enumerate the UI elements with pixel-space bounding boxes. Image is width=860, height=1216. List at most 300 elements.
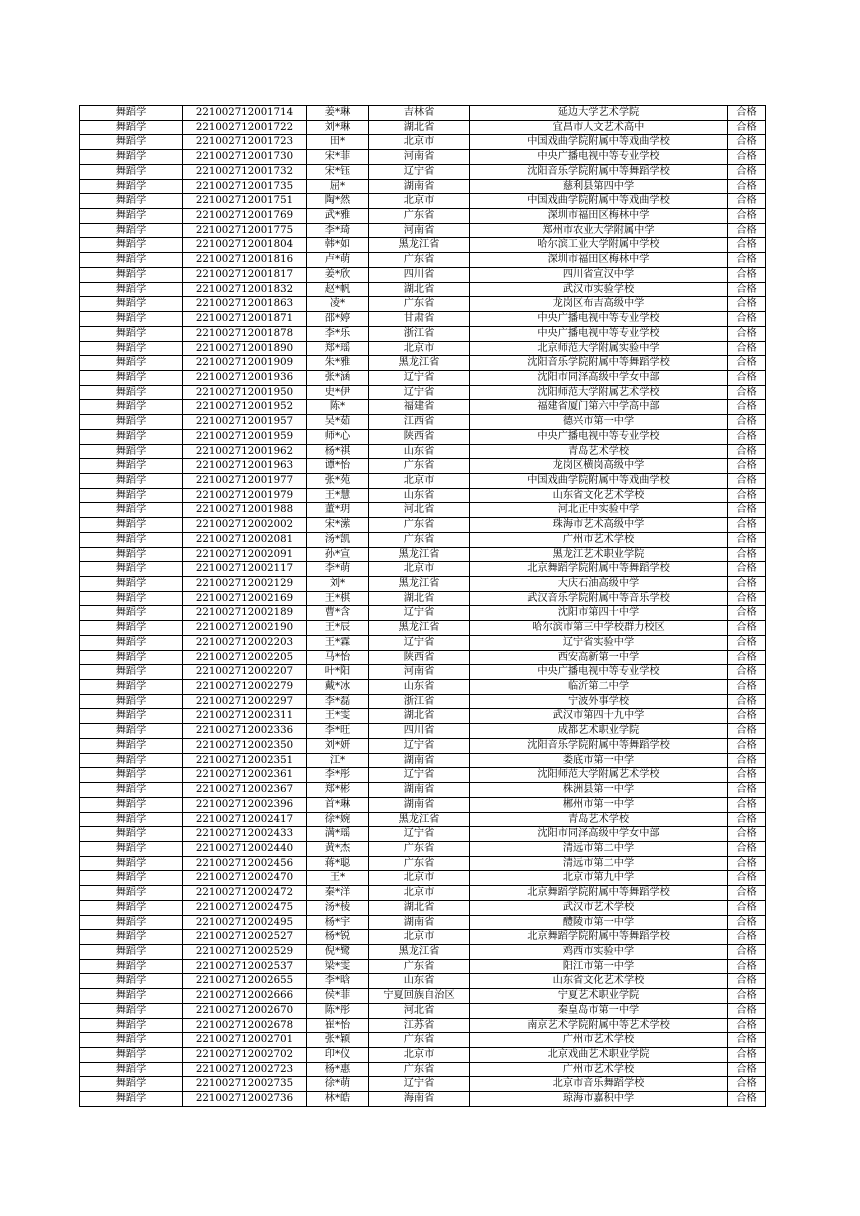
exam-id-cell: 221002712001863 bbox=[183, 297, 307, 312]
province-cell: 辽宁省 bbox=[369, 738, 470, 753]
result-cell: 合格 bbox=[728, 194, 766, 209]
school-cell: 中央广播电视中等专业学校 bbox=[470, 429, 728, 444]
result-cell: 合格 bbox=[728, 400, 766, 415]
result-cell: 合格 bbox=[728, 297, 766, 312]
table-row bbox=[80, 503, 766, 518]
major-cell: 舞蹈学 bbox=[80, 915, 183, 930]
province-cell: 湖南省 bbox=[369, 753, 470, 768]
table-row bbox=[80, 709, 766, 724]
student-name-cell: 刘* bbox=[307, 577, 369, 592]
result-cell: 合格 bbox=[728, 650, 766, 665]
table-row bbox=[80, 989, 766, 1004]
table-row bbox=[80, 415, 766, 430]
result-cell: 合格 bbox=[728, 1033, 766, 1048]
province-cell: 广东省 bbox=[369, 856, 470, 871]
school-cell: 沈阳师范大学附属艺术学校 bbox=[470, 768, 728, 783]
major-cell: 舞蹈学 bbox=[80, 1003, 183, 1018]
school-cell: 武汉市实验学校 bbox=[470, 282, 728, 297]
exam-id-cell: 221002712001735 bbox=[183, 179, 307, 194]
school-cell: 哈尔滨工业大学附属中学校 bbox=[470, 238, 728, 253]
major-cell: 舞蹈学 bbox=[80, 282, 183, 297]
province-cell: 黑龙江省 bbox=[369, 944, 470, 959]
result-cell: 合格 bbox=[728, 312, 766, 327]
result-cell: 合格 bbox=[728, 503, 766, 518]
province-cell: 辽宁省 bbox=[369, 606, 470, 621]
student-name-cell: 王*霖 bbox=[307, 635, 369, 650]
student-name-cell: 王*雯 bbox=[307, 709, 369, 724]
school-cell: 龙岗区布吉高级中学 bbox=[470, 297, 728, 312]
province-cell: 河南省 bbox=[369, 665, 470, 680]
table-row bbox=[80, 1048, 766, 1063]
school-cell: 南京艺术学院附属中等艺术学校 bbox=[470, 1018, 728, 1033]
school-cell: 北京师范大学附属实验中学 bbox=[470, 341, 728, 356]
exam-id-cell: 221002712002433 bbox=[183, 827, 307, 842]
province-cell: 湖北省 bbox=[369, 709, 470, 724]
major-cell: 舞蹈学 bbox=[80, 900, 183, 915]
major-cell: 舞蹈学 bbox=[80, 503, 183, 518]
major-cell: 舞蹈学 bbox=[80, 827, 183, 842]
result-cell: 合格 bbox=[728, 871, 766, 886]
table-row bbox=[80, 473, 766, 488]
province-cell: 北京市 bbox=[369, 562, 470, 577]
student-name-cell: 田* bbox=[307, 135, 369, 150]
major-cell: 舞蹈学 bbox=[80, 547, 183, 562]
exam-id-cell: 221002712002723 bbox=[183, 1062, 307, 1077]
school-cell: 中国戏曲学院附属中等戏曲学校 bbox=[470, 135, 728, 150]
exam-id-cell: 221002712001962 bbox=[183, 444, 307, 459]
table-row bbox=[80, 635, 766, 650]
student-name-cell: 杨*宇 bbox=[307, 915, 369, 930]
table-row bbox=[80, 1092, 766, 1107]
province-cell: 辽宁省 bbox=[369, 385, 470, 400]
province-cell: 广东省 bbox=[369, 841, 470, 856]
major-cell: 舞蹈学 bbox=[80, 1062, 183, 1077]
exam-id-cell: 221002712002207 bbox=[183, 665, 307, 680]
major-cell: 舞蹈学 bbox=[80, 783, 183, 798]
table-row bbox=[80, 812, 766, 827]
major-cell: 舞蹈学 bbox=[80, 1018, 183, 1033]
province-cell: 河南省 bbox=[369, 223, 470, 238]
school-cell: 北京戏曲艺术职业学院 bbox=[470, 1048, 728, 1063]
table-row bbox=[80, 164, 766, 179]
table-row bbox=[80, 179, 766, 194]
school-cell: 广州市艺术学校 bbox=[470, 1033, 728, 1048]
major-cell: 舞蹈学 bbox=[80, 738, 183, 753]
exam-id-cell: 221002712001817 bbox=[183, 267, 307, 282]
province-cell: 海南省 bbox=[369, 1092, 470, 1107]
table-row bbox=[80, 856, 766, 871]
province-cell: 广东省 bbox=[369, 253, 470, 268]
province-cell: 浙江省 bbox=[369, 326, 470, 341]
province-cell: 黑龙江省 bbox=[369, 547, 470, 562]
school-cell: 北京市音乐舞蹈学校 bbox=[470, 1077, 728, 1092]
school-cell: 中央广播电视中等专业学校 bbox=[470, 665, 728, 680]
student-name-cell: 郑*瑶 bbox=[307, 341, 369, 356]
result-cell: 合格 bbox=[728, 459, 766, 474]
major-cell: 舞蹈学 bbox=[80, 753, 183, 768]
school-cell: 鸡西市实验中学 bbox=[470, 944, 728, 959]
province-cell: 黑龙江省 bbox=[369, 812, 470, 827]
school-cell: 慈利县第四中学 bbox=[470, 179, 728, 194]
result-cell: 合格 bbox=[728, 944, 766, 959]
table-row bbox=[80, 400, 766, 415]
exam-id-cell: 221002712001952 bbox=[183, 400, 307, 415]
exam-id-cell: 221002712002311 bbox=[183, 709, 307, 724]
result-cell: 合格 bbox=[728, 1062, 766, 1077]
result-cell: 合格 bbox=[728, 812, 766, 827]
table-row bbox=[80, 621, 766, 636]
student-name-cell: 董*玥 bbox=[307, 503, 369, 518]
school-cell: 黑龙江艺术职业学院 bbox=[470, 547, 728, 562]
school-cell: 郴州市第一中学 bbox=[470, 797, 728, 812]
exam-id-cell: 221002712002735 bbox=[183, 1077, 307, 1092]
province-cell: 湖北省 bbox=[369, 282, 470, 297]
student-name-cell: 李*晗 bbox=[307, 974, 369, 989]
school-cell: 秦皇岛市第一中学 bbox=[470, 1003, 728, 1018]
major-cell: 舞蹈学 bbox=[80, 709, 183, 724]
school-cell: 临沂第二中学 bbox=[470, 680, 728, 695]
table-row bbox=[80, 150, 766, 165]
student-name-cell: 倪*鹭 bbox=[307, 944, 369, 959]
result-cell: 合格 bbox=[728, 179, 766, 194]
student-name-cell: 朱*雅 bbox=[307, 356, 369, 371]
table-row bbox=[80, 783, 766, 798]
table-row bbox=[80, 797, 766, 812]
result-cell: 合格 bbox=[728, 282, 766, 297]
major-cell: 舞蹈学 bbox=[80, 429, 183, 444]
province-cell: 吉林省 bbox=[369, 106, 470, 121]
province-cell: 广东省 bbox=[369, 959, 470, 974]
major-cell: 舞蹈学 bbox=[80, 400, 183, 415]
table-row bbox=[80, 680, 766, 695]
province-cell: 福建省 bbox=[369, 400, 470, 415]
school-cell: 沈阳音乐学院附属中等舞蹈学校 bbox=[470, 356, 728, 371]
province-cell: 山东省 bbox=[369, 444, 470, 459]
exam-id-cell: 221002712001909 bbox=[183, 356, 307, 371]
school-cell: 沈阳音乐学院附属中等舞蹈学校 bbox=[470, 164, 728, 179]
major-cell: 舞蹈学 bbox=[80, 1033, 183, 1048]
result-cell: 合格 bbox=[728, 1077, 766, 1092]
province-cell: 北京市 bbox=[369, 871, 470, 886]
student-name-cell: 侯*菲 bbox=[307, 989, 369, 1004]
result-cell: 合格 bbox=[728, 974, 766, 989]
school-cell: 沈阳市第四十中学 bbox=[470, 606, 728, 621]
school-cell: 广州市艺术学校 bbox=[470, 1062, 728, 1077]
province-cell: 河南省 bbox=[369, 150, 470, 165]
result-cell: 合格 bbox=[728, 930, 766, 945]
table-row bbox=[80, 1003, 766, 1018]
school-cell: 珠海市艺术高级中学 bbox=[470, 518, 728, 533]
exam-id-cell: 221002712002440 bbox=[183, 841, 307, 856]
table-row bbox=[80, 135, 766, 150]
school-cell: 武汉市第四十九中学 bbox=[470, 709, 728, 724]
student-name-cell: 刘*琳 bbox=[307, 120, 369, 135]
province-cell: 广东省 bbox=[369, 297, 470, 312]
result-cell: 合格 bbox=[728, 768, 766, 783]
school-cell: 成都艺术职业学院 bbox=[470, 724, 728, 739]
student-name-cell: 汤*凯 bbox=[307, 532, 369, 547]
school-cell: 沈阳音乐学院附属中等舞蹈学校 bbox=[470, 738, 728, 753]
result-cell: 合格 bbox=[728, 444, 766, 459]
exam-id-cell: 221002712002495 bbox=[183, 915, 307, 930]
result-cell: 合格 bbox=[728, 429, 766, 444]
major-cell: 舞蹈学 bbox=[80, 415, 183, 430]
student-name-cell: 印*仪 bbox=[307, 1048, 369, 1063]
exam-id-cell: 221002712002350 bbox=[183, 738, 307, 753]
school-cell: 青岛艺术学校 bbox=[470, 812, 728, 827]
major-cell: 舞蹈学 bbox=[80, 150, 183, 165]
school-cell: 深圳市福田区梅林中学 bbox=[470, 209, 728, 224]
result-cell: 合格 bbox=[728, 473, 766, 488]
result-cell: 合格 bbox=[728, 724, 766, 739]
student-name-cell: 陈*彤 bbox=[307, 1003, 369, 1018]
province-cell: 北京市 bbox=[369, 194, 470, 209]
major-cell: 舞蹈学 bbox=[80, 341, 183, 356]
result-cell: 合格 bbox=[728, 223, 766, 238]
exam-id-cell: 221002712002189 bbox=[183, 606, 307, 621]
school-cell: 沈阳市同泽高级中学女中部 bbox=[470, 827, 728, 842]
student-name-cell: 王*棋 bbox=[307, 591, 369, 606]
student-name-cell: 李*彤 bbox=[307, 768, 369, 783]
table-row bbox=[80, 459, 766, 474]
student-name-cell: 赵*帆 bbox=[307, 282, 369, 297]
student-name-cell: 满*瑶 bbox=[307, 827, 369, 842]
exam-id-cell: 221002712002361 bbox=[183, 768, 307, 783]
major-cell: 舞蹈学 bbox=[80, 253, 183, 268]
student-name-cell: 秦*洋 bbox=[307, 886, 369, 901]
table-row bbox=[80, 1018, 766, 1033]
province-cell: 广东省 bbox=[369, 532, 470, 547]
major-cell: 舞蹈学 bbox=[80, 577, 183, 592]
student-name-cell: 王* bbox=[307, 871, 369, 886]
table-row bbox=[80, 312, 766, 327]
table-row bbox=[80, 886, 766, 901]
student-name-cell: 邵*婷 bbox=[307, 312, 369, 327]
table-row bbox=[80, 385, 766, 400]
table-row bbox=[80, 223, 766, 238]
student-name-cell: 梁*雯 bbox=[307, 959, 369, 974]
exam-id-cell: 221002712002091 bbox=[183, 547, 307, 562]
major-cell: 舞蹈学 bbox=[80, 665, 183, 680]
school-cell: 清远市第二中学 bbox=[470, 841, 728, 856]
table-row bbox=[80, 547, 766, 562]
exam-id-cell: 221002712001775 bbox=[183, 223, 307, 238]
school-cell: 西安高新第一中学 bbox=[470, 650, 728, 665]
exam-id-cell: 221002712002081 bbox=[183, 532, 307, 547]
school-cell: 龙岗区横岗高级中学 bbox=[470, 459, 728, 474]
result-cell: 合格 bbox=[728, 665, 766, 680]
school-cell: 宁波外事学校 bbox=[470, 694, 728, 709]
table-row bbox=[80, 356, 766, 371]
major-cell: 舞蹈学 bbox=[80, 989, 183, 1004]
major-cell: 舞蹈学 bbox=[80, 591, 183, 606]
province-cell: 湖北省 bbox=[369, 900, 470, 915]
province-cell: 广东省 bbox=[369, 209, 470, 224]
school-cell: 武汉音乐学院附属中等音乐学校 bbox=[470, 591, 728, 606]
major-cell: 舞蹈学 bbox=[80, 680, 183, 695]
exam-id-cell: 221002712002205 bbox=[183, 650, 307, 665]
table-row bbox=[80, 606, 766, 621]
major-cell: 舞蹈学 bbox=[80, 194, 183, 209]
student-name-cell: 蒋*聪 bbox=[307, 856, 369, 871]
table-row bbox=[80, 518, 766, 533]
major-cell: 舞蹈学 bbox=[80, 312, 183, 327]
major-cell: 舞蹈学 bbox=[80, 606, 183, 621]
student-name-cell: 陈* bbox=[307, 400, 369, 415]
exam-id-cell: 221002712001804 bbox=[183, 238, 307, 253]
school-cell: 山东省文化艺术学校 bbox=[470, 488, 728, 503]
major-cell: 舞蹈学 bbox=[80, 974, 183, 989]
result-cell: 合格 bbox=[728, 106, 766, 121]
table-row bbox=[80, 724, 766, 739]
student-name-cell: 宋*菲 bbox=[307, 150, 369, 165]
major-cell: 舞蹈学 bbox=[80, 635, 183, 650]
exam-id-cell: 221002712001751 bbox=[183, 194, 307, 209]
major-cell: 舞蹈学 bbox=[80, 120, 183, 135]
province-cell: 北京市 bbox=[369, 1048, 470, 1063]
result-cell: 合格 bbox=[728, 1092, 766, 1107]
results-table-body bbox=[80, 106, 766, 1107]
school-cell: 中国戏曲学院附属中等戏曲学校 bbox=[470, 194, 728, 209]
student-name-cell: 崔*怡 bbox=[307, 1018, 369, 1033]
student-name-cell: 宋*钰 bbox=[307, 164, 369, 179]
major-cell: 舞蹈学 bbox=[80, 459, 183, 474]
result-cell: 合格 bbox=[728, 326, 766, 341]
student-name-cell: 凌* bbox=[307, 297, 369, 312]
major-cell: 舞蹈学 bbox=[80, 488, 183, 503]
exam-id-cell: 221002712001871 bbox=[183, 312, 307, 327]
school-cell: 北京舞蹈学院附属中等舞蹈学校 bbox=[470, 562, 728, 577]
result-cell: 合格 bbox=[728, 209, 766, 224]
exam-id-cell: 221002712002336 bbox=[183, 724, 307, 739]
student-name-cell: 韩*如 bbox=[307, 238, 369, 253]
result-cell: 合格 bbox=[728, 680, 766, 695]
result-cell: 合格 bbox=[728, 341, 766, 356]
major-cell: 舞蹈学 bbox=[80, 621, 183, 636]
exam-id-cell: 221002712001890 bbox=[183, 341, 307, 356]
table-row bbox=[80, 577, 766, 592]
school-cell: 延边大学艺术学院 bbox=[470, 106, 728, 121]
result-cell: 合格 bbox=[728, 959, 766, 974]
province-cell: 四川省 bbox=[369, 724, 470, 739]
result-cell: 合格 bbox=[728, 694, 766, 709]
school-cell: 北京市第九中学 bbox=[470, 871, 728, 886]
major-cell: 舞蹈学 bbox=[80, 179, 183, 194]
exam-id-cell: 221002712001722 bbox=[183, 120, 307, 135]
exam-id-cell: 221002712002470 bbox=[183, 871, 307, 886]
major-cell: 舞蹈学 bbox=[80, 768, 183, 783]
exam-id-cell: 221002712001977 bbox=[183, 473, 307, 488]
student-name-cell: 杨*锐 bbox=[307, 930, 369, 945]
major-cell: 舞蹈学 bbox=[80, 724, 183, 739]
student-name-cell: 马*怡 bbox=[307, 650, 369, 665]
exam-id-cell: 221002712002129 bbox=[183, 577, 307, 592]
province-cell: 黑龙江省 bbox=[369, 356, 470, 371]
result-cell: 合格 bbox=[728, 370, 766, 385]
province-cell: 辽宁省 bbox=[369, 1077, 470, 1092]
school-cell: 宜昌市人文艺术高中 bbox=[470, 120, 728, 135]
result-cell: 合格 bbox=[728, 238, 766, 253]
student-name-cell: 姜*欣 bbox=[307, 267, 369, 282]
result-cell: 合格 bbox=[728, 356, 766, 371]
school-cell: 德兴市第一中学 bbox=[470, 415, 728, 430]
province-cell: 浙江省 bbox=[369, 694, 470, 709]
result-cell: 合格 bbox=[728, 915, 766, 930]
result-cell: 合格 bbox=[728, 827, 766, 842]
province-cell: 湖北省 bbox=[369, 591, 470, 606]
student-name-cell: 卢*萌 bbox=[307, 253, 369, 268]
result-cell: 合格 bbox=[728, 886, 766, 901]
major-cell: 舞蹈学 bbox=[80, 356, 183, 371]
student-name-cell: 李*萌 bbox=[307, 562, 369, 577]
result-cell: 合格 bbox=[728, 577, 766, 592]
major-cell: 舞蹈学 bbox=[80, 473, 183, 488]
table-row bbox=[80, 1077, 766, 1092]
school-cell: 阳江市第一中学 bbox=[470, 959, 728, 974]
result-cell: 合格 bbox=[728, 518, 766, 533]
exam-id-cell: 221002712001714 bbox=[183, 106, 307, 121]
school-cell: 沈阳市同泽高级中学女中部 bbox=[470, 370, 728, 385]
major-cell: 舞蹈学 bbox=[80, 326, 183, 341]
province-cell: 广东省 bbox=[369, 1062, 470, 1077]
student-name-cell: 杨*惠 bbox=[307, 1062, 369, 1077]
school-cell: 沈阳师范大学附属艺术学校 bbox=[470, 385, 728, 400]
exam-id-cell: 221002712002537 bbox=[183, 959, 307, 974]
student-name-cell: 郑*彬 bbox=[307, 783, 369, 798]
exam-id-cell: 221002712002396 bbox=[183, 797, 307, 812]
province-cell: 陕西省 bbox=[369, 429, 470, 444]
major-cell: 舞蹈学 bbox=[80, 532, 183, 547]
table-row bbox=[80, 900, 766, 915]
school-cell: 深圳市福田区梅林中学 bbox=[470, 253, 728, 268]
major-cell: 舞蹈学 bbox=[80, 297, 183, 312]
result-cell: 合格 bbox=[728, 1003, 766, 1018]
table-row bbox=[80, 297, 766, 312]
major-cell: 舞蹈学 bbox=[80, 135, 183, 150]
province-cell: 湖北省 bbox=[369, 120, 470, 135]
result-cell: 合格 bbox=[728, 989, 766, 1004]
table-row bbox=[80, 974, 766, 989]
exam-id-cell: 221002712002297 bbox=[183, 694, 307, 709]
major-cell: 舞蹈学 bbox=[80, 267, 183, 282]
school-cell: 中国戏曲学院附属中等戏曲学校 bbox=[470, 473, 728, 488]
student-name-cell: 宋*潆 bbox=[307, 518, 369, 533]
result-cell: 合格 bbox=[728, 385, 766, 400]
result-cell: 合格 bbox=[728, 1018, 766, 1033]
exam-id-cell: 221002712001979 bbox=[183, 488, 307, 503]
result-cell: 合格 bbox=[728, 135, 766, 150]
major-cell: 舞蹈学 bbox=[80, 944, 183, 959]
table-row bbox=[80, 429, 766, 444]
result-cell: 合格 bbox=[728, 841, 766, 856]
table-row bbox=[80, 753, 766, 768]
exam-id-cell: 221002712002527 bbox=[183, 930, 307, 945]
province-cell: 黑龙江省 bbox=[369, 621, 470, 636]
school-cell: 醴陵市第一中学 bbox=[470, 915, 728, 930]
table-row bbox=[80, 194, 766, 209]
province-cell: 湖南省 bbox=[369, 915, 470, 930]
school-cell: 北京舞蹈学院附属中等舞蹈学校 bbox=[470, 886, 728, 901]
province-cell: 湖南省 bbox=[369, 179, 470, 194]
table-row bbox=[80, 1033, 766, 1048]
result-cell: 合格 bbox=[728, 621, 766, 636]
table-row bbox=[80, 209, 766, 224]
result-cell: 合格 bbox=[728, 150, 766, 165]
table-row bbox=[80, 370, 766, 385]
table-row bbox=[80, 650, 766, 665]
exam-id-cell: 221002712001936 bbox=[183, 370, 307, 385]
student-name-cell: 李*乐 bbox=[307, 326, 369, 341]
